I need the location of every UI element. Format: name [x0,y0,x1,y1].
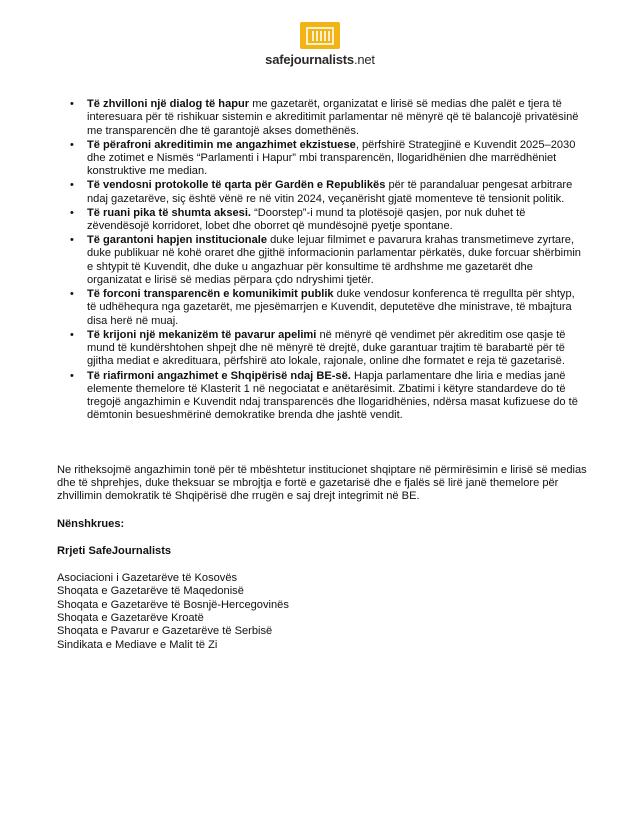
organization-item: Shoqata e Pavarur e Gazetarëve të Serbisë [57,625,273,638]
list-item: • Të ruani pika të shumta aksesi. “Doorstep”-i mund ta plotësojë qasjen, por nuk duhet të zëvendësojë korridoret, lobet dhe oborret që mundësojnë pyetje spontane. [70,206,526,233]
list-item: • Të zhvilloni një dialog të hapur me gazetarët, organizatat e lirisë së medias dhe palët e tjera të interesuara për të rishikuar sistemin e akreditimit parlamentar në mënyrë që të balancojë privatësinë me transparencën dhe të garantojë akses domethënës. [70,98,579,137]
list-item: • Të riafirmoni angazhimet e Shqipërisë ndaj BE-së. Hapja parlamentare dhe liria e medias janë elemente themelore të Klasterit 1 në negociatat e anëtarësimit. Zbatimi i këtyre standardeve do të tregojë angazhimin e Kuvendit ndaj transparencës dhe llogaridhënies, ndërsa masat kufizuese do të dëmtonin besueshmërinë demokratike brenda dhe jashtë vendit. [70,369,578,422]
list-item: • Të krijoni një mekanizëm të pavarur apelimi në mënyrë që vendimet për akreditim ose qasje të mund të kundërshtohen shpejt dhe në mënyrë të drejtë, duke garantuar trajtim të barabartë për të gjitha mediat e akredituara, përfshirë ato lokale, rajonale, online dhe formatet e reja të gazetarisë. [70,328,566,368]
network-name: Rrjeti SafeJournalists [57,544,172,557]
closing-paragraph: Ne ritheksojmë angazhimin tonë për të mbështetur institucionet shqiptare në përmirësimin e lirisë së medias dhe të shprehjes, duke theksuar se mbrojtja e fortë e gazetarisë dhe e fjalës së lirë janë themelore për zhvillimin demokratik të Shqipërisë dhe rrugën e saj drejt integrimit në BE. [57,463,587,503]
list-item: • Të përafroni akreditimin me angazhimet ekzistuese, përfshirë Strategjinë e Kuvendit 2025–2030 dhe zotimet e Nismës “Parlamenti i Hapur” mbi transparencën, llogaridhënien dhe marrëdhëniet konstruktive me median. [70,138,576,178]
bullet-icon: • [70,369,74,382]
organization-item: Shoqata e Gazetarëve të Bosnjë-Hercegovinës [57,598,289,611]
organization-list [57,572,587,652]
bullet-icon: • [70,138,74,151]
list-item: • Të garantoni hapjen institucionale duke lejuar filmimet e pavarura krahas transmetimeve zyrtare, duke publikuar në kohë oraret dhe gjithë informacionin parlamentar përkatës, duke forcuar shërbimin e shtypit të Kuvendit, dhe duke u angazhuar për konsultime të ardhshme me gazetarët dhe organizatat e lirisë së medias përpara çdo ndryshimi tjetër. [70,234,581,287]
organization-item: Shoqata e Gazetarëve Kroatë [57,612,204,625]
columns-icon [305,26,335,46]
bullet-icon: • [70,328,74,341]
bullet-icon: • [70,288,74,301]
organization-item: Asociacioni i Gazetarëve të Kosovës [57,572,238,585]
organization-item: Shoqata e Gazetarëve të Maqedonisë [57,585,244,598]
bullet-icon: • [70,206,74,219]
signatories-heading: Nënshkrues: [57,517,125,530]
logo-wordmark: safejournalists.net [265,52,375,67]
list-item: • Të forconi transparencën e komunikimit publik duke vendosur konferenca të rregullta për shtyp, të udhëhequra nga gazetarët, me pjesëmarrjen e Kuvendit, deputetëve dhe ministrave, të mbajtura disa herë në muaj. [70,288,575,327]
recommendation-list [57,98,587,423]
organization-item: Sindikata e Mediave e Malit të Zi [57,638,218,651]
bullet-icon: • [70,234,74,247]
logo-icon [300,22,340,49]
document-body [57,98,587,652]
bullet-icon: • [70,98,74,110]
list-item: • Të vendosni protokolle të qarta për Gardën e Republikës për të parandaluar pengesat arbitrare ndaj gazetarëve, siç është vënë re në vitin 2024, veçanërisht gjatë momenteve të tensionit politik. [70,179,573,205]
bullet-icon: • [70,179,74,192]
site-logo [0,22,640,67]
